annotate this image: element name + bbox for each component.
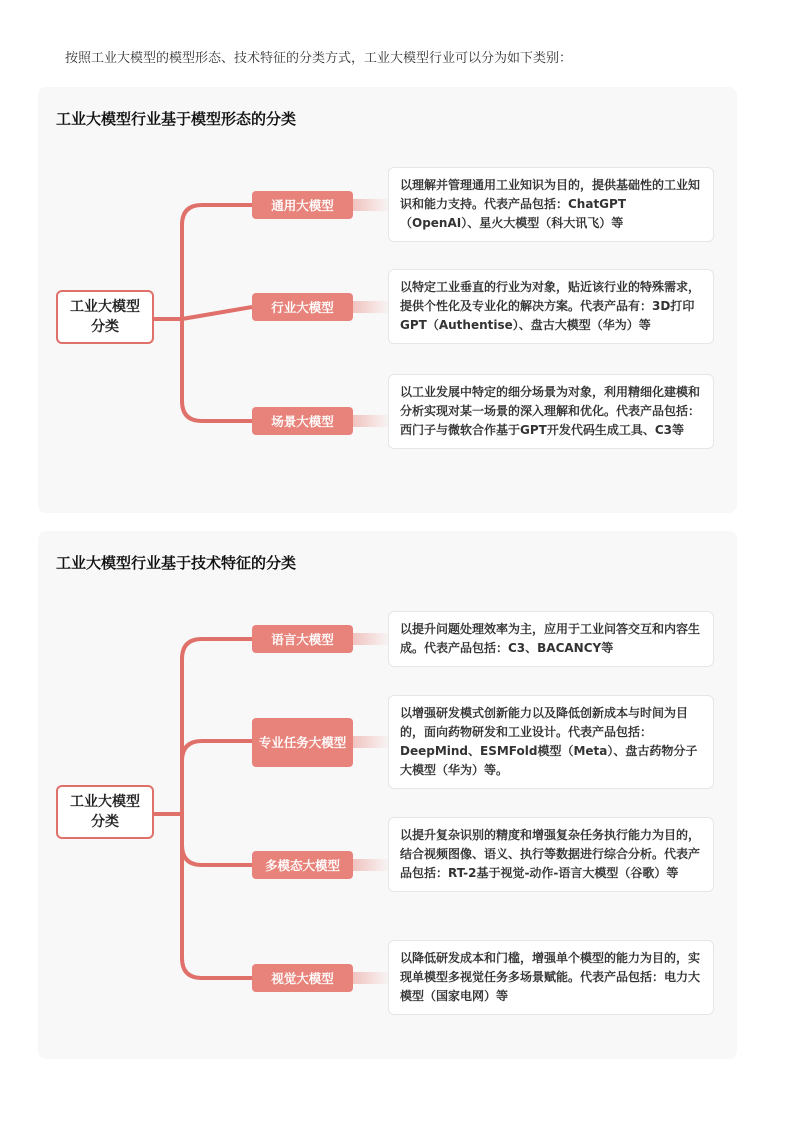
desc-language-model: 以提升问题处理效率为主，应用于工业问答交互和内容生成。代表产品包括：C3、BACANCY等 <box>388 611 714 667</box>
panel-tech-feature <box>38 531 737 1059</box>
connector-fade <box>353 415 391 427</box>
connector-fade <box>353 301 391 313</box>
category-multimodal-model: 多模态大模型 <box>252 851 353 879</box>
desc-general-model: 以理解并管理通用工业知识为目的，提供基础性的工业知识和能力支持。代表产品包括：ChatGPT（OpenAI）、星火大模型（科大讯飞）等 <box>388 167 714 242</box>
desc-vision-model: 以降低研发成本和门槛，增强单个模型的能力为目的，实现单模型多视觉任务多场景赋能。代表产品包括：电力大模型（国家电网）等 <box>388 940 714 1015</box>
desc-task-model: 以增强研发模式创新能力以及降低创新成本与时间为目的，面向药物研发和工业设计。代表产品包括：DeepMind、ESMFold模型（Meta）、盘古药物分子大模型（华为）等。 <box>388 695 714 789</box>
intro-text: 按照工业大模型的模型形态、技术特征的分类方式，工业大模型行业可以分为如下类别： <box>65 51 573 66</box>
connector-fade <box>353 736 391 748</box>
category-industry-model: 行业大模型 <box>252 293 353 321</box>
connector-fade <box>353 859 391 871</box>
panel-model-form <box>38 87 737 513</box>
panel-title: 工业大模型行业基于技术特征的分类 <box>56 554 297 572</box>
desc-scenario-model: 以工业发展中特定的细分场景为对象，利用精细化建模和分析实现对某一场景的深入理解和优化。代表产品包括：西门子与微软合作基于GPT开发代码生成工具、C3等 <box>388 374 714 449</box>
desc-industry-model: 以特定工业垂直的行业为对象，贴近该行业的特殊需求，提供个性化及专业化的解决方案。代表产品有：3D打印GPT（Authentise）、盘古大模型（华为）等 <box>388 269 714 344</box>
category-language-model: 语言大模型 <box>252 625 353 653</box>
panel-title: 工业大模型行业基于模型形态的分类 <box>56 110 297 128</box>
connector-fade <box>353 199 391 211</box>
root-node: 工业大模型分类 <box>56 290 154 344</box>
root-node: 工业大模型分类 <box>56 785 154 839</box>
connector-fade <box>353 972 391 984</box>
category-vision-model: 视觉大模型 <box>252 964 353 992</box>
category-general-model: 通用大模型 <box>252 191 353 219</box>
category-scenario-model: 场景大模型 <box>252 407 353 435</box>
category-task-model: 专业任务大模型 <box>252 718 353 767</box>
desc-multimodal-model: 以提升复杂识别的精度和增强复杂任务执行能力为目的，结合视频图像、语义、执行等数据进行综合分析。代表产品包括：RT-2基于视觉-动作-语言大模型（谷歌）等 <box>388 817 714 892</box>
connector-fade <box>353 633 391 645</box>
